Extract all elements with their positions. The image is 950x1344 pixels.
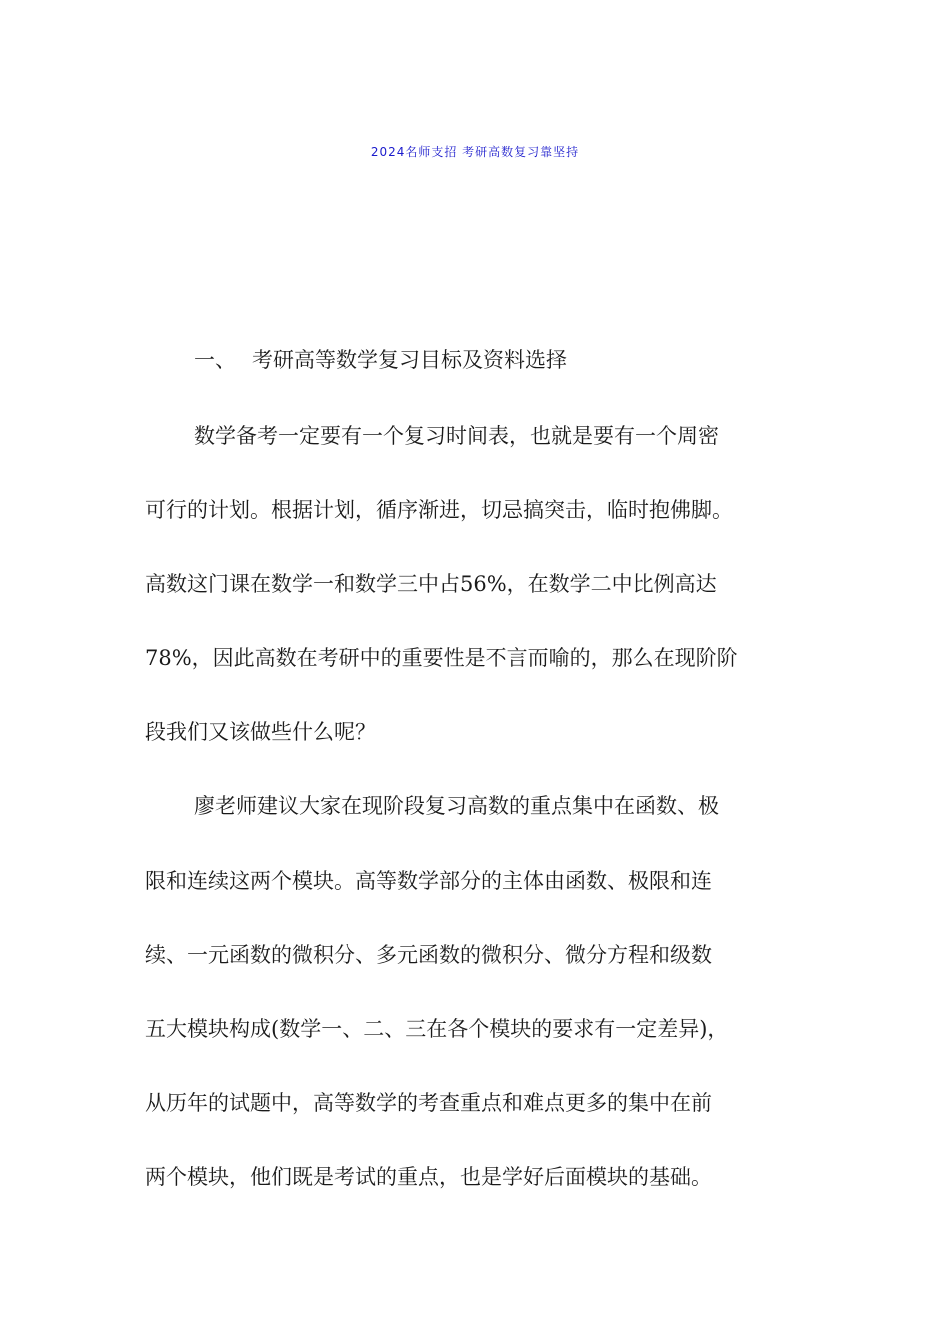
section-heading-text: 考研高等数学复习目标及资料选择 [252,348,567,372]
paragraph-2-line-5: 从历年的试题中，高等数学的考查重点和难点更多的集中在前 [145,1091,712,1115]
paragraph-1-line-4: 78%，因此高数在考研中的重要性是不言而喻的，那么在现阶阶 [145,646,738,670]
paragraph-1-line-1: 数学备考一定要有一个复习时间表，也就是要有一个周密 [194,424,719,448]
paragraph-2-line-6: 两个模块，他们既是考试的重点，也是学好后面模块的基础。 [145,1165,712,1189]
section-number: 一、 [194,348,236,372]
paragraph-2-line-3: 续、一元函数的微积分、多元函数的微积分、微分方程和级数 [145,943,712,967]
paragraph-2-line-1: 廖老师建议大家在现阶段复习高数的重点集中在函数、极 [194,794,719,818]
paragraph-1-line-2: 可行的计划。根据计划，循序渐进，切忌搞突击，临时抱佛脚。 [145,498,733,522]
section-heading [194,342,567,378]
document-title: 2024名师支招 考研高数复习靠坚持 [370,145,580,159]
paragraph-1-line-3: 高数这门课在数学一和数学三中占56%，在数学二中比例高达 [145,572,717,596]
paragraph-1-line-5: 段我们又该做些什么呢？ [145,720,376,744]
paragraph-2-line-2: 限和连续这两个模块。高等数学部分的主体由函数、极限和连 [145,869,712,893]
paragraph-2-line-4: 五大模块构成(数学一、二、三在各个模块的要求有一定差异)， [145,1017,729,1041]
